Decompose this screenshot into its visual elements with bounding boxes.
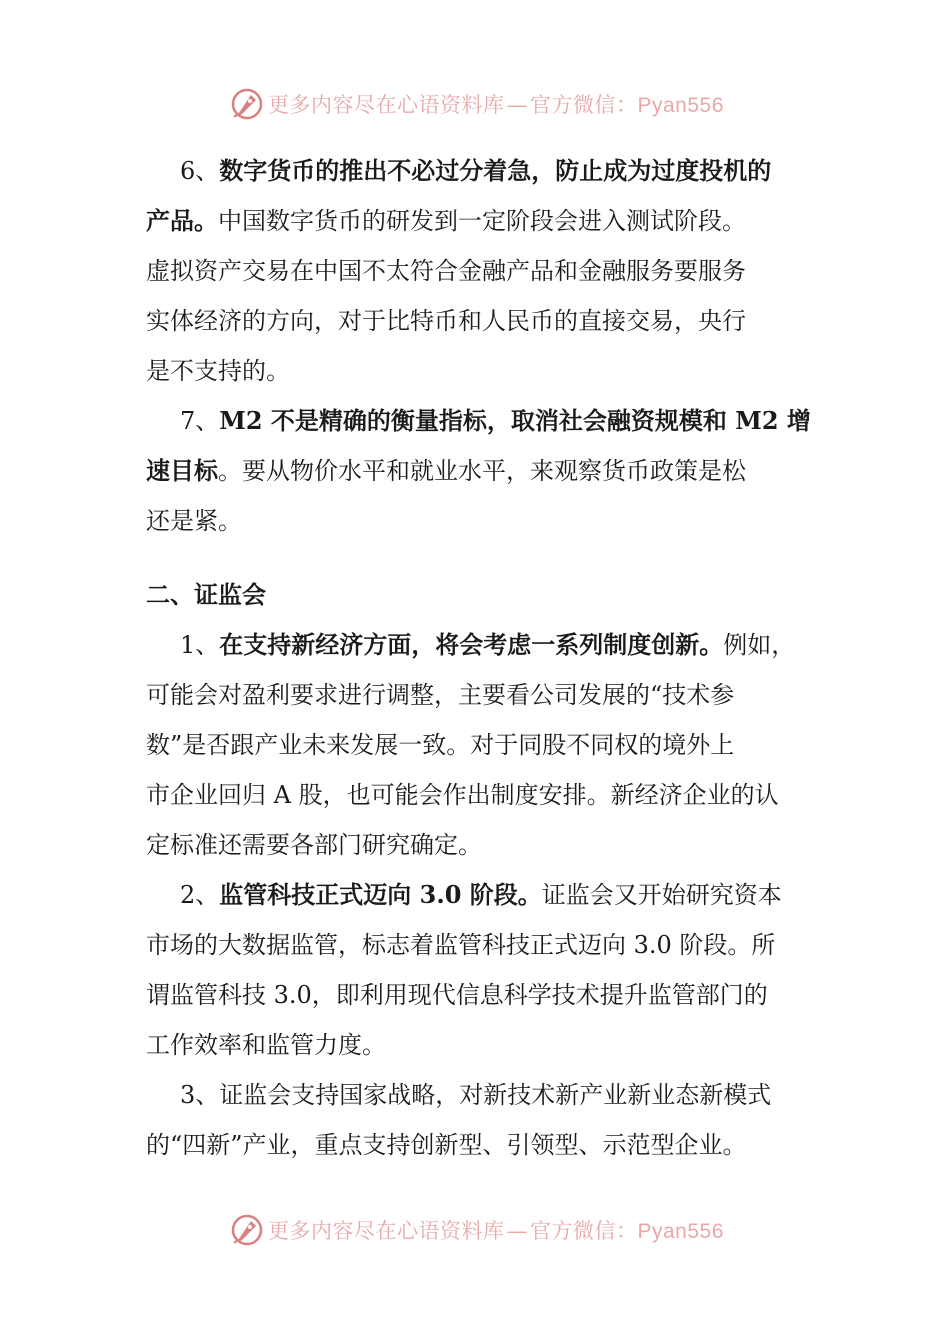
s2-text-1: 证监会又开始研究资本 [541,881,782,909]
watermark-text: 更多内容尽在心语资料库 [268,1219,505,1243]
s1-line-2: 可能会对盈利要求进行调整，主要看公司发展的“技术参 [146,681,735,709]
p6-number: 6、 [180,157,220,185]
watermark-dash: — [506,93,528,117]
p7-bold-1: M2 不是精确的衡量指标，取消社会融资规模和 M2 增 [219,406,811,435]
watermark-wechat-label: 官方微信： [530,1219,638,1243]
s3-line-2: 的“四新”产业，重点支持创新型、引领型、示范型企业。 [146,1131,747,1159]
s2-line-4: 工作效率和监管力度。 [146,1031,386,1059]
s1-line-4: 市企业回归 A 股，也可能会作出制度安排。新经济企业的认 [146,781,779,809]
section-heading: 二、证监会 [146,580,266,609]
watermark-wechat-id: Pyan556 [637,1220,724,1243]
pen-nib-logo-icon [230,87,264,121]
s1-line-3: 数”是否跟产业未来发展一致。对于同股不同权的境外上 [146,731,735,759]
watermark-dash: — [506,1219,528,1243]
footer-watermark [230,1210,730,1250]
p6-line-1 [180,156,771,186]
s2-bold-1: 监管科技正式迈向 3.0 阶段。 [219,880,542,909]
p6-text-2: 中国数字货币的研发到一定阶段会进入测试阶段。 [218,207,746,235]
header-watermark [230,84,730,124]
s1-text-1: 例如， [723,631,796,659]
p7-line-3: 还是紧。 [146,507,242,535]
p7-line-1 [180,406,811,436]
s2-line-3: 谓监管科技 3.0，即利用现代信息科学技术提升监管部门的 [146,981,768,1009]
s3-line-1: 3、证监会支持国家战略，对新技术新产业新业态新模式 [180,1081,772,1109]
watermark-wechat-label: 官方微信： [530,93,638,117]
pen-nib-logo-icon [230,1213,264,1247]
s1-line-1 [180,630,795,660]
p7-bold-2: 速目标 [146,456,218,485]
watermark-wechat-id: Pyan556 [637,94,724,117]
p7-line-2 [146,456,746,486]
p7-number: 7、 [180,407,220,435]
p6-line-5: 是不支持的。 [146,357,290,385]
p6-line-4: 实体经济的方向，对于比特币和人民币的直接交易，央行 [146,307,746,335]
p7-text-2: 。要从物价水平和就业水平，来观察货币政策是松 [218,457,746,485]
p6-line-2 [146,206,746,236]
watermark-text: 更多内容尽在心语资料库 [268,93,505,117]
s2-line-2: 市场的大数据监管，标志着监管科技正式迈向 3.0 阶段。所 [146,931,776,959]
s1-line-5: 定标准还需要各部门研究确定。 [146,831,482,859]
s2-number: 2、 [180,881,220,909]
p6-bold-2: 产品。 [146,206,218,235]
p6-line-3: 虚拟资产交易在中国不太符合金融产品和金融服务要服务 [146,257,746,285]
s2-line-1 [180,880,782,910]
s1-bold-1: 在支持新经济方面，将会考虑一系列制度创新。 [219,630,724,659]
s1-number: 1、 [180,631,220,659]
p6-bold-1: 数字货币的推出不必过分着急，防止成为过度投机的 [219,156,772,185]
